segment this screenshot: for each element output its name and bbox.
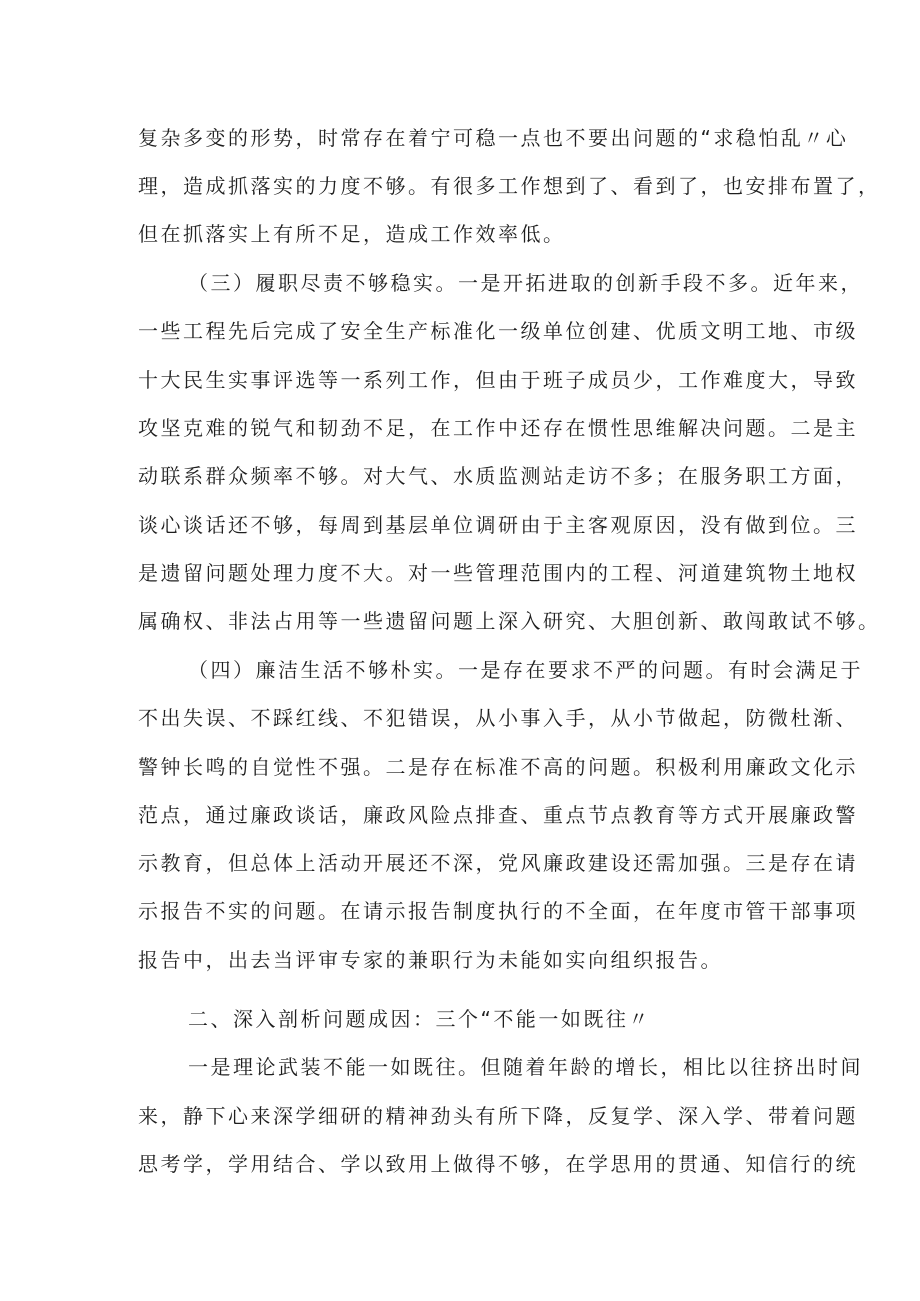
text-line: 是遗留问题处理力度不大。对一些管理范围内的工程、河道建筑物土地权 [138,561,858,585]
text-line: 示报告不实的问题。在请示报告制度执行的不全面，在年度市管干部事项 [138,899,858,923]
text-line: 十大民生实事评选等一系列工作，但由于班子成员少，工作难度大，导致 [138,368,858,392]
section-three-heading-line: （三）履职尽责不够稳实。一是开拓进取的创新手段不多。近年来， [188,271,863,295]
text-line: 谈心谈话还不够，每周到基层单位调研由于主客观原因，没有做到位。三 [138,513,858,537]
text-line: 示教育，但总体上活动开展还不深，党风廉政建设还需加强。三是存在请 [138,851,858,875]
text-line: 动联系群众频率不够。对大气、水质监测站走访不多；在服务职工方面， [138,464,858,488]
text-line: 报告中，出去当评审专家的兼职行为未能如实向组织报告。 [138,948,723,972]
text-line: 不出失误、不踩红线、不犯错误，从小事入手，从小节做起，防微杜渐、 [138,706,858,730]
text-line: 理，造成抓落实的力度不够。有很多工作想到了、看到了，也安排布置了， [138,174,881,198]
text-line: 来，静下心来深学细研的精神劲头有所下降，反复学、深入学、带着问题 [138,1104,858,1128]
text-line: 警钟长鸣的自觉性不强。二是存在标准不高的问题。积极利用廉政文化示 [138,755,858,779]
section-four-heading-line: （四）廉洁生活不够朴实。一是存在要求不严的问题。有时会满足于 [188,658,863,682]
text-line: 攻坚克难的锐气和韧劲不足，在工作中还存在惯性思维解决问题。二是主 [138,416,858,440]
text-line: 范点，通过廉政谈话，廉政风险点排查、重点节点教育等方式开展廉政警 [138,803,858,827]
text-line: 但在抓落实上有所不足，造成工作效率低。 [138,222,566,246]
text-line: 一些工程先后完成了安全生产标准化一级单位创建、优质文明工地、市级 [138,319,858,343]
paragraph-first-line: 一是理论武装不能一如既往。但随着年龄的增长，相比以往挤出时间 [188,1055,863,1079]
text-line: 复杂多变的形势，时常存在着宁可稳一点也不要出问题的“求稳怕乱〃心 [138,126,849,150]
text-line: 思考学，学用结合、学以致用上做得不够，在学思用的贯通、知信行的统 [138,1152,858,1176]
text-line: 属确权、非法占用等一些遗留问题上深入研究、大胆创新、敢闯敢试不够。 [138,609,881,633]
section-two-heading: 二、深入剖析问题成因：三个“不能一如既往〃 [188,1007,651,1031]
